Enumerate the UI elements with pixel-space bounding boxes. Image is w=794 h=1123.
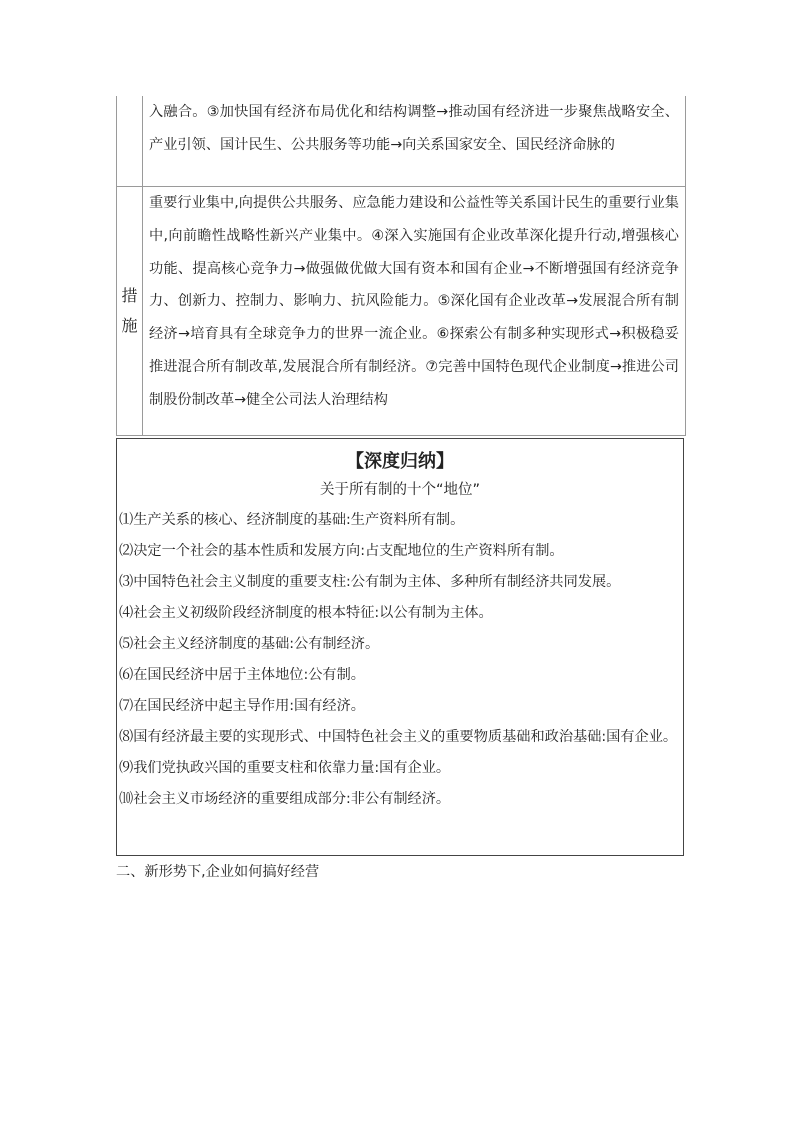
list-item: ⑹在国民经济中居于主体地位:公有制。 (119, 667, 365, 683)
list-item: ⑼我们党执政兴国的重要支柱和依靠力量:国有企业。 (119, 760, 451, 776)
list-item: ⑴生产关系的核心、经济制度的基础:生产资料所有制。 (119, 512, 465, 528)
summary-subtitle: 关于所有制的十个“地位” (319, 482, 481, 498)
measures-content: 重要行业集中,向提供公共服务、应急能力建设和公益性等关系国计民生的重要行业集中,向前瞻性战略性新兴产业集中。④深入实施国有企业改革深化提升行动,增强核心功能、提高核心竞争力→做强做优做大国有资本和国有企业→不断增强国有经济竞争力、创新力、控制力、影响力、抗风险能力。⑤深化国有企业改革→发展混合所有制经济→培育具有全球竞争力的世界一流企业。⑥探索公有制多种实现形式→积极稳妥推进混合所有制改革,发展混合所有制经济。⑦完善中国特色现代企业制度→推进公司制股份制改革→健全公司法人治理结构 (143, 187, 686, 436)
list-item: ⑻国有经济最主要的实现形式、中国特色社会主义的重要物质基础和政治基础:国有企业。 (119, 729, 678, 745)
measures-table (116, 96, 686, 436)
summary-box (116, 438, 684, 856)
row1-label-cell (117, 96, 143, 187)
table-row (117, 96, 686, 187)
list-item: ⑺在国民经济中起主导作用:国有经济。 (119, 698, 365, 714)
section-heading: 二、新形势下,企业如何搞好经营 (116, 864, 320, 880)
measures-label (117, 187, 143, 436)
summary-list (117, 505, 683, 815)
summary-title: 【深度归纳】 (346, 451, 454, 472)
row1-content: 入融合。③加快国有经济布局优化和结构调整→推动国有经济进一步聚焦战略安全、产业引领、国计民生、公共服务等功能→向关系国家安全、国民经济命脉的 (143, 96, 686, 187)
list-item: ⑽社会主义市场经济的重要组成部分:非公有制经济。 (119, 791, 451, 807)
list-item: ⑸社会主义经济制度的基础:公有制经济。 (119, 636, 380, 652)
measures-label-text: 措施 (121, 286, 138, 335)
list-item: ⑷社会主义初级阶段经济制度的根本特征:以公有制为主体。 (119, 605, 493, 621)
list-item: ⑶中国特色社会主义制度的重要支柱:公有制为主体、多种所有制经济共同发展。 (119, 574, 621, 590)
list-item: ⑵决定一个社会的基本性质和发展方向:占支配地位的生产资料所有制。 (119, 543, 564, 559)
table-row (117, 187, 686, 436)
